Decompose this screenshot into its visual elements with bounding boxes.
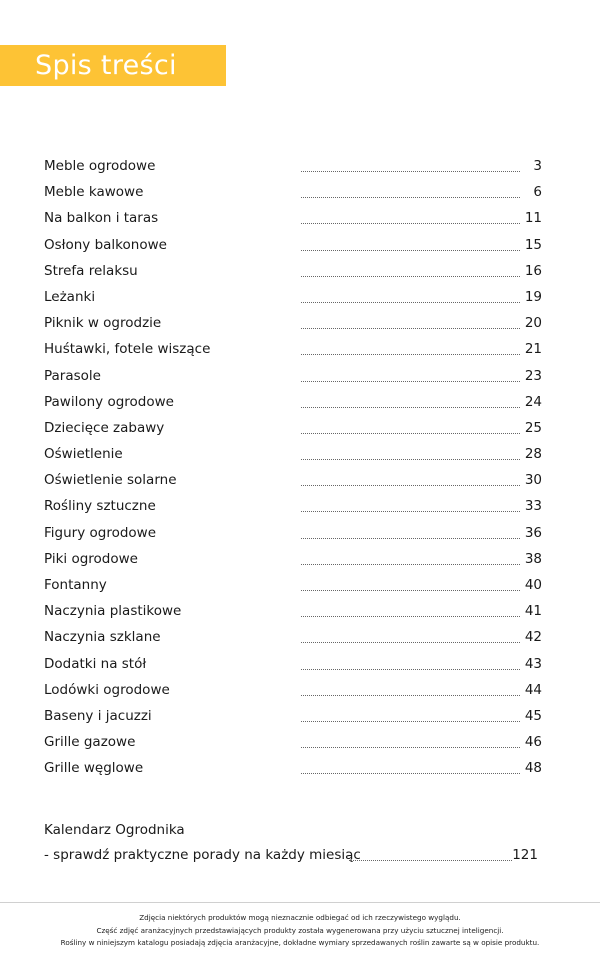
toc-entry[interactable] — [44, 259, 542, 285]
toc-entry[interactable] — [44, 756, 542, 782]
toc-entry-label: Lodówki ogrodowe — [44, 681, 170, 698]
toc-entry-page-number: 25 — [524, 419, 542, 436]
footer-note: Zdjęcia niektórych produktów mogą nieznacznie odbiegać od ich rzeczywistego wyglądu. — [139, 913, 461, 922]
leader-dots — [301, 695, 520, 696]
toc-entry[interactable] — [44, 494, 542, 520]
toc-entry-label: Pawilony ogrodowe — [44, 393, 174, 410]
toc-entry-page-number: 48 — [524, 760, 542, 777]
leader-dots — [301, 747, 520, 748]
toc-entry-page-number: 19 — [524, 288, 542, 305]
toc-entry-page-number: 21 — [524, 341, 542, 358]
toc-entry-page-number: 42 — [524, 629, 542, 646]
toc-entry-page-number: 38 — [524, 550, 542, 567]
toc-entry[interactable] — [44, 468, 542, 494]
calendar-subtitle: - sprawdź praktyczne porady na każdy miesiąc — [44, 847, 361, 863]
toc-entry-page-number: 33 — [524, 498, 542, 515]
table-of-contents — [44, 154, 542, 783]
leader-dots — [301, 433, 520, 434]
toc-entry-label: Na balkon i taras — [44, 210, 159, 227]
toc-entry-label: Meble ogrodowe — [44, 158, 156, 174]
leader-dots — [301, 302, 520, 303]
toc-entry[interactable] — [44, 364, 542, 390]
toc-entry[interactable] — [44, 416, 542, 442]
toc-entry-page-number: 36 — [524, 524, 542, 541]
toc-entry[interactable] — [44, 206, 542, 232]
toc-entry-page-number: 28 — [524, 446, 542, 463]
toc-entry[interactable] — [44, 625, 542, 651]
toc-entry[interactable] — [44, 678, 542, 704]
calendar-entry[interactable] — [44, 847, 538, 869]
leader-dots — [301, 564, 520, 565]
toc-entry-label: Huśtawki, fotele wiszące — [44, 341, 211, 358]
leader-dots — [301, 538, 520, 539]
leader-dots — [301, 773, 520, 774]
footer-note: Rośliny w niniejszym katalogu posiadają zdjęcia aranżacyjne, dokładne wymiary sprzedawanych roślin zawarte są w opisie produktu. — [60, 938, 540, 947]
toc-entry-page-number: 45 — [524, 707, 542, 724]
leader-dots — [301, 407, 520, 408]
toc-entry-label: Strefa relaksu — [44, 262, 138, 279]
leader-dots — [301, 459, 520, 460]
leader-dots — [301, 721, 520, 722]
toc-entry-label: Naczynia plastikowe — [44, 603, 182, 620]
toc-entry-page-number: 44 — [524, 681, 542, 698]
toc-entry-page-number: 46 — [524, 734, 542, 751]
toc-entry-label: Figury ogrodowe — [44, 524, 157, 541]
toc-entry-page-number: 3 — [533, 158, 542, 174]
toc-entry-label: Meble kawowe — [44, 184, 144, 201]
footer-divider — [0, 902, 600, 903]
toc-entry-page-number: 11 — [524, 210, 542, 227]
toc-entry[interactable] — [44, 704, 542, 730]
toc-entry-page-number: 6 — [533, 184, 542, 201]
toc-entry[interactable] — [44, 599, 542, 625]
leader-dots — [301, 485, 520, 486]
leader-dots — [349, 860, 512, 861]
toc-entry-label: Osłony balkonowe — [44, 236, 167, 253]
leader-dots — [301, 669, 520, 670]
leader-dots — [301, 642, 520, 643]
toc-entry-page-number: 24 — [524, 393, 542, 410]
toc-entry-page-number: 20 — [524, 315, 542, 332]
toc-entry-page-number: 43 — [524, 655, 542, 672]
toc-entry[interactable] — [44, 652, 542, 678]
calendar-page-number: 121 — [512, 847, 538, 863]
calendar-title: Kalendarz Ogrodnika — [44, 822, 185, 838]
toc-entry-label: Naczynia szklane — [44, 629, 161, 646]
toc-entry-page-number: 23 — [524, 367, 542, 384]
leader-dots — [301, 381, 520, 382]
toc-entry[interactable] — [44, 547, 542, 573]
toc-entry-label: Dziecięce zabawy — [44, 419, 165, 436]
footer-note: Część zdjęć aranżacyjnych przedstawiających produkty została wygenerowana przy użyciu sztucznej inteligencji. — [96, 925, 504, 935]
leader-dots — [301, 590, 520, 591]
leader-dots — [301, 616, 520, 617]
toc-entry[interactable] — [44, 573, 542, 599]
toc-entry-label: Fontanny — [44, 577, 107, 593]
page-title: Spis treści — [35, 50, 177, 81]
toc-entry-page-number: 30 — [524, 472, 542, 489]
toc-entry[interactable] — [44, 730, 542, 756]
toc-entry-label: Grille gazowe — [44, 734, 136, 751]
footer-notes — [0, 912, 600, 950]
toc-entry[interactable] — [44, 154, 542, 180]
toc-entry-label: Leżanki — [44, 288, 96, 305]
toc-entry-page-number: 40 — [524, 577, 542, 593]
toc-entry[interactable] — [44, 337, 542, 363]
toc-entry-label: Piknik w ogrodzie — [44, 315, 162, 332]
leader-dots — [301, 511, 520, 512]
title-banner — [0, 45, 226, 86]
toc-entry-label: Parasole — [44, 367, 101, 384]
toc-entry-label: Oświetlenie solarne — [44, 472, 177, 489]
toc-entry-label: Dodatki na stół — [44, 655, 147, 672]
leader-dots — [301, 197, 520, 198]
toc-entry-label: Grille węglowe — [44, 760, 144, 777]
toc-entry-label: Oświetlenie — [44, 446, 123, 463]
toc-entry-label: Piki ogrodowe — [44, 550, 138, 567]
toc-entry[interactable] — [44, 285, 542, 311]
leader-dots — [301, 328, 520, 329]
toc-entry-page-number: 41 — [524, 603, 542, 620]
calendar-section — [44, 822, 538, 869]
toc-entry[interactable] — [44, 390, 542, 416]
leader-dots — [301, 171, 520, 172]
toc-entry[interactable] — [44, 233, 542, 259]
toc-entry-page-number: 15 — [524, 236, 542, 253]
toc-entry[interactable] — [44, 521, 542, 547]
toc-entry[interactable] — [44, 442, 542, 468]
leader-dots — [301, 223, 520, 224]
leader-dots — [301, 354, 520, 355]
toc-entry-label: Baseny i jacuzzi — [44, 707, 152, 724]
toc-entry[interactable] — [44, 311, 542, 337]
leader-dots — [301, 250, 520, 251]
leader-dots — [301, 276, 520, 277]
toc-entry-page-number: 16 — [524, 262, 542, 279]
toc-entry-label: Rośliny sztuczne — [44, 498, 156, 515]
toc-entry[interactable] — [44, 180, 542, 206]
